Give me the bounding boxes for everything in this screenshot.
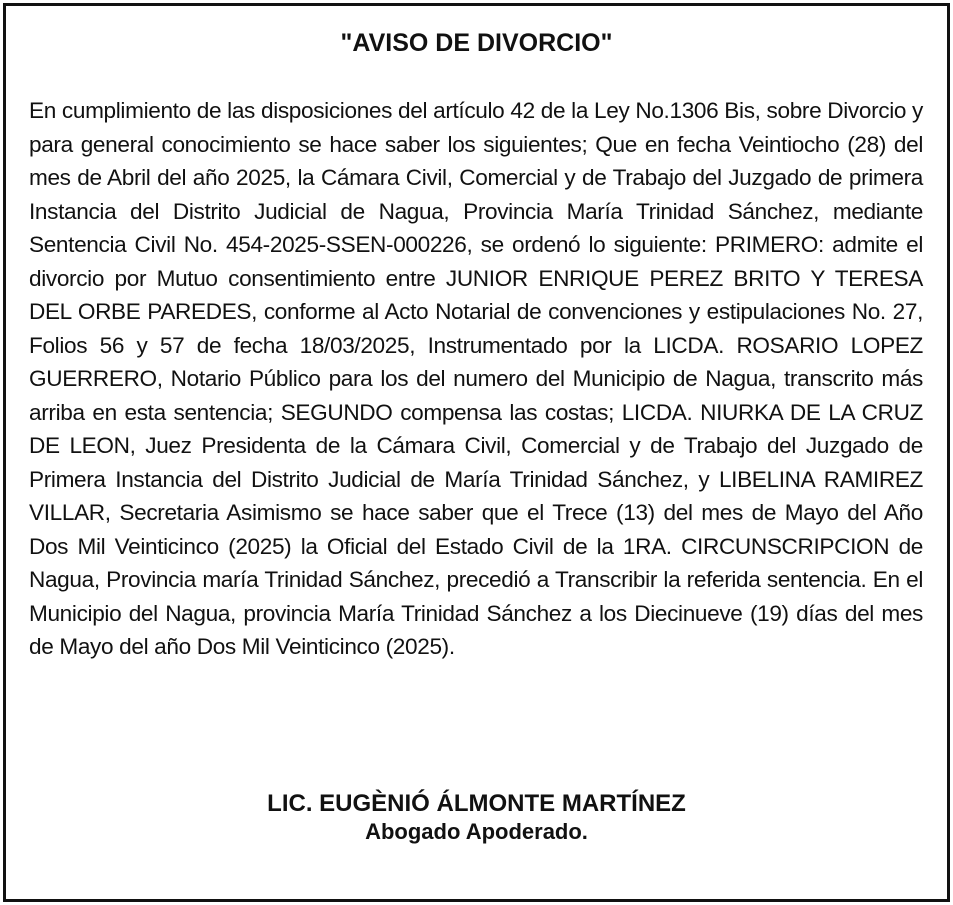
notice-title: "AVISO DE DIVORCIO" [340,29,613,57]
divorce-notice [3,3,950,902]
notice-body: En cumplimiento de las disposiciones del artículo 42 de la Ley No.1306 Bis, sobre Divorcio y para general conocimiento se hace saber los siguientes; Que en fecha Veintiocho (28) del mes de Abril del año 2025, la Cámara Civil, Comercial y de Trabajo del Juzgado de primera Instancia del Distrito Judicial de Nagua, Provincia María Trinidad Sánchez, mediante Sentencia Civil No. 454-2025-SSEN-000226, se ordenó lo siguiente: PRIMERO: admite el divorcio por Mutuo consentimiento entre JUNIOR ENRIQUE PEREZ BRITO Y TERESA DEL ORBE PAREDES, conforme al Acto Notarial de convenciones y estipulaciones No. 27, Folios 56 y 57 de fecha 18/03/2025, Instrumentado por la LICDA. ROSARIO LOPEZ GUERRERO, Notario Público para los del numero del Municipio de Nagua, transcrito más arriba en esta sentencia; SEGUNDO compensa las costas; LICDA. NIURKA DE LA CRUZ DE LEON, Juez Presidenta de la Cámara Civil, Comercial y de Trabajo del Juzgado de Primera Instancia del Distrito Judicial de María Trinidad Sánchez, y LIBELINA RAMIREZ VILLAR, Secretaria Asimismo se hace saber que el Trece (13) del mes de Mayo del Año Dos Mil Veinticinco (2025) la Oficial del Estado Civil de la 1RA. CIRCUNSCRIPCION de Nagua, Provincia maría Trinidad Sánchez, precedió a Transcribir la referida sentencia. En el Municipio del Nagua, provincia María Trinidad Sánchez a los Diecinueve (19) días del mes de Mayo del año Dos Mil Veinticinco (2025). [29,98,923,659]
signature-role: Abogado Apoderado. [365,819,588,844]
signature-block [6,789,947,845]
signature-name: LIC. EUGÈNIÓ ÁLMONTE MARTÍNEZ [267,790,686,817]
